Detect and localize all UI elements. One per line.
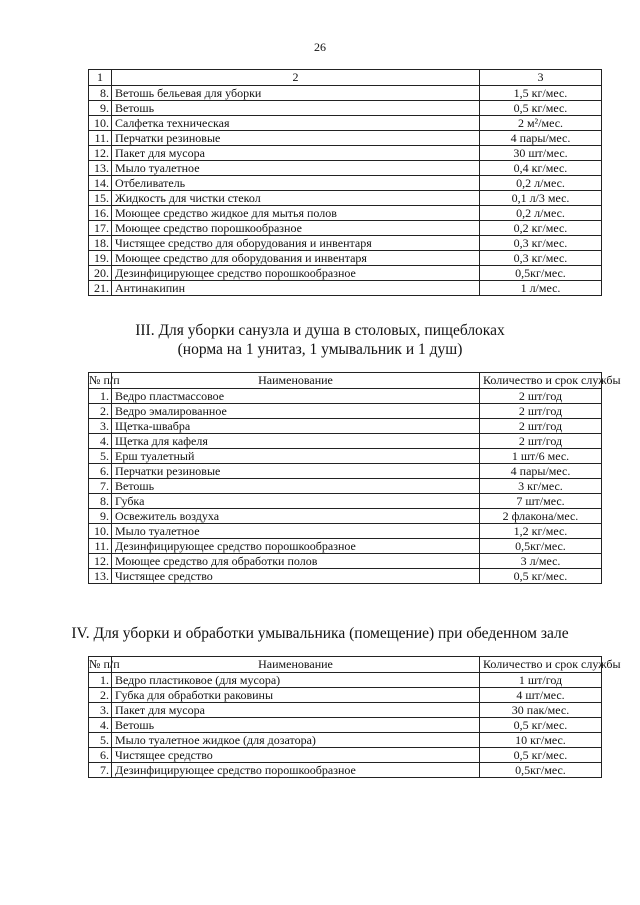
row-norm: 0,3 кг/мес.: [480, 251, 602, 266]
row-number: 13.: [89, 161, 112, 176]
header-norm: Количество и срок службы: [480, 657, 602, 673]
row-number: 8.: [89, 86, 112, 101]
row-name: Ветошь: [112, 479, 480, 494]
row-norm: 1,2 кг/мес.: [480, 524, 602, 539]
row-number: 11.: [89, 539, 112, 554]
row-number: 12.: [89, 554, 112, 569]
table-row: [89, 389, 602, 404]
row-name: Ведро эмалированное: [112, 404, 480, 419]
table-row: [89, 86, 602, 101]
row-number: 5.: [89, 733, 112, 748]
row-name: Отбеливатель: [112, 176, 480, 191]
row-norm: 2 шт/год: [480, 419, 602, 434]
table-row: [89, 464, 602, 479]
row-number: 2.: [89, 688, 112, 703]
table-row: [89, 116, 602, 131]
table-row: [89, 251, 602, 266]
row-norm: 0,5 кг/мес.: [480, 101, 602, 116]
row-number: 8.: [89, 494, 112, 509]
section-3-heading: [0, 321, 640, 359]
row-number: 5.: [89, 449, 112, 464]
page-number: 26: [314, 40, 326, 54]
row-norm: 0,5кг/мес.: [480, 763, 602, 778]
table-row: [89, 101, 602, 116]
table-row: [89, 236, 602, 251]
row-name: Щетка для кафеля: [112, 434, 480, 449]
header-name: Наименование: [112, 657, 480, 673]
row-norm: 1 шт/год: [480, 673, 602, 688]
row-norm: 1 л/мес.: [480, 281, 602, 296]
row-name: Дезинфицирующее средство порошкообразное: [112, 266, 480, 281]
table-row: [89, 569, 602, 584]
row-name: Мыло туалетное жидкое (для дозатора): [112, 733, 480, 748]
table-row: [89, 419, 602, 434]
row-number: 9.: [89, 101, 112, 116]
row-name: Дезинфицирующее средство порошкообразное: [112, 763, 480, 778]
row-name: Ветошь: [112, 101, 480, 116]
table-row: [89, 703, 602, 718]
table-row: [89, 206, 602, 221]
row-norm: 0,4 кг/мес.: [480, 161, 602, 176]
row-name: Моющее средство порошкообразное: [112, 221, 480, 236]
row-name: Мыло туалетное: [112, 161, 480, 176]
row-norm: 0,5кг/мес.: [480, 539, 602, 554]
row-number: 19.: [89, 251, 112, 266]
row-norm: 2 флакона/мес.: [480, 509, 602, 524]
row-norm: 2 м²/мес.: [480, 116, 602, 131]
row-norm: 2 шт/год: [480, 404, 602, 419]
row-number: 1.: [89, 673, 112, 688]
row-number: 6.: [89, 748, 112, 763]
table-row: [89, 539, 602, 554]
table-row: [89, 404, 602, 419]
row-number: 11.: [89, 131, 112, 146]
row-name: Пакет для мусора: [112, 146, 480, 161]
row-norm: 2 шт/год: [480, 434, 602, 449]
row-norm: 30 шт/мес.: [480, 146, 602, 161]
header-norm: Количество и срок службы: [480, 373, 602, 389]
row-name: Чистящее средство: [112, 569, 480, 584]
header-name: Наименование: [112, 373, 480, 389]
section-3-title: III. Для уборки санузла и душа в столовых, пищеблоках: [135, 322, 505, 339]
column-number-3: 3: [480, 70, 602, 86]
row-norm: 4 пары/мес.: [480, 131, 602, 146]
table-header-row: [89, 657, 602, 673]
section-3-table: [88, 372, 621, 584]
row-number: 13.: [89, 569, 112, 584]
row-norm: 1,5 кг/мес.: [480, 86, 602, 101]
row-name: Перчатки резиновые: [112, 464, 480, 479]
row-norm: 3 кг/мес.: [480, 479, 602, 494]
header-number: № п/п: [89, 657, 120, 671]
row-number: 20.: [89, 266, 112, 281]
table-body: [89, 86, 602, 296]
section-4-table: [88, 656, 621, 778]
row-number: 15.: [89, 191, 112, 206]
table-row: [89, 266, 602, 281]
row-name: Щетка-швабра: [112, 419, 480, 434]
row-name: Чистящее средство: [112, 748, 480, 763]
table-body: [89, 673, 602, 778]
row-norm: 0,5 кг/мес.: [480, 569, 602, 584]
table-row: [89, 479, 602, 494]
row-name: Ветошь: [112, 718, 480, 733]
row-norm: 0,2 л/мес.: [480, 176, 602, 191]
row-number: 3.: [89, 703, 112, 718]
row-name: Губка для обработки раковины: [112, 688, 480, 703]
column-number-1: 1: [89, 70, 112, 86]
table-row: [89, 191, 602, 206]
table-row: [89, 554, 602, 569]
row-norm: 7 шт/мес.: [480, 494, 602, 509]
table-row: [89, 146, 602, 161]
table-row: [89, 176, 602, 191]
row-number: 14.: [89, 176, 112, 191]
row-number: 2.: [89, 404, 112, 419]
row-number: 12.: [89, 146, 112, 161]
table-row: [89, 281, 602, 296]
table-row: [89, 161, 602, 176]
row-name: Жидкость для чистки стекол: [112, 191, 480, 206]
table-row: [89, 524, 602, 539]
table-body: [89, 389, 602, 584]
row-norm: 0,5 кг/мес.: [480, 718, 602, 733]
row-number: 4.: [89, 718, 112, 733]
table-row: [89, 434, 602, 449]
row-name: Дезинфицирующее средство порошкообразное: [112, 539, 480, 554]
header-number: № п/п: [89, 373, 120, 387]
row-norm: 4 шт/мес.: [480, 688, 602, 703]
row-name: Губка: [112, 494, 480, 509]
row-norm: 10 кг/мес.: [480, 733, 602, 748]
row-norm: 30 пак/мес.: [480, 703, 602, 718]
row-name: Ведро пластмассовое: [112, 389, 480, 404]
supplies-table-continued: [88, 69, 602, 296]
row-number: 3.: [89, 419, 112, 434]
section-4-heading: IV. Для уборки и обработки умывальника (помещение) при обеденном зале: [71, 625, 569, 642]
table-row: [89, 718, 602, 733]
row-norm: 0,3 кг/мес.: [480, 236, 602, 251]
table-row: [89, 688, 602, 703]
row-name: Освежитель воздуха: [112, 509, 480, 524]
table-row: [89, 733, 602, 748]
row-number: 9.: [89, 509, 112, 524]
row-name: Моющее средство жидкое для мытья полов: [112, 206, 480, 221]
row-norm: 4 пары/мес.: [480, 464, 602, 479]
row-number: 10.: [89, 524, 112, 539]
row-number: 10.: [89, 116, 112, 131]
row-name: Салфетка техническая: [112, 116, 480, 131]
column-number-2: 2: [112, 70, 480, 86]
row-name: Пакет для мусора: [112, 703, 480, 718]
table-row: [89, 494, 602, 509]
row-number: 7.: [89, 763, 112, 778]
row-norm: 0,2 л/мес.: [480, 206, 602, 221]
column-number-row: [89, 70, 602, 86]
row-number: 16.: [89, 206, 112, 221]
row-norm: 0,2 кг/мес.: [480, 221, 602, 236]
row-name: Чистящее средство для оборудования и инвентаря: [112, 236, 480, 251]
row-norm: 3 л/мес.: [480, 554, 602, 569]
table-row: [89, 221, 602, 236]
row-name: Моющее средство для оборудования и инвентаря: [112, 251, 480, 266]
table-row: [89, 763, 602, 778]
table-header-row: [89, 373, 602, 389]
row-name: Ветошь бельевая для уборки: [112, 86, 480, 101]
table-row: [89, 449, 602, 464]
row-norm: 2 шт/год: [480, 389, 602, 404]
table-row: [89, 748, 602, 763]
row-name: Ведро пластиковое (для мусора): [112, 673, 480, 688]
section-3-subtitle: (норма на 1 унитаз, 1 умывальник и 1 душ): [177, 341, 463, 358]
row-number: 1.: [89, 389, 112, 404]
row-number: 21.: [89, 281, 112, 296]
row-name: Ерш туалетный: [112, 449, 480, 464]
row-number: 6.: [89, 464, 112, 479]
row-name: Перчатки резиновые: [112, 131, 480, 146]
row-norm: 0,1 л/3 мес.: [480, 191, 602, 206]
row-number: 17.: [89, 221, 112, 236]
row-name: Мыло туалетное: [112, 524, 480, 539]
table-row: [89, 509, 602, 524]
row-norm: 0,5 кг/мес.: [480, 748, 602, 763]
row-norm: 0,5кг/мес.: [480, 266, 602, 281]
row-norm: 1 шт/6 мес.: [480, 449, 602, 464]
table-row: [89, 131, 602, 146]
row-number: 4.: [89, 434, 112, 449]
row-name: Моющее средство для обработки полов: [112, 554, 480, 569]
row-number: 18.: [89, 236, 112, 251]
row-name: Антинакипин: [112, 281, 480, 296]
row-number: 7.: [89, 479, 112, 494]
table-row: [89, 673, 602, 688]
